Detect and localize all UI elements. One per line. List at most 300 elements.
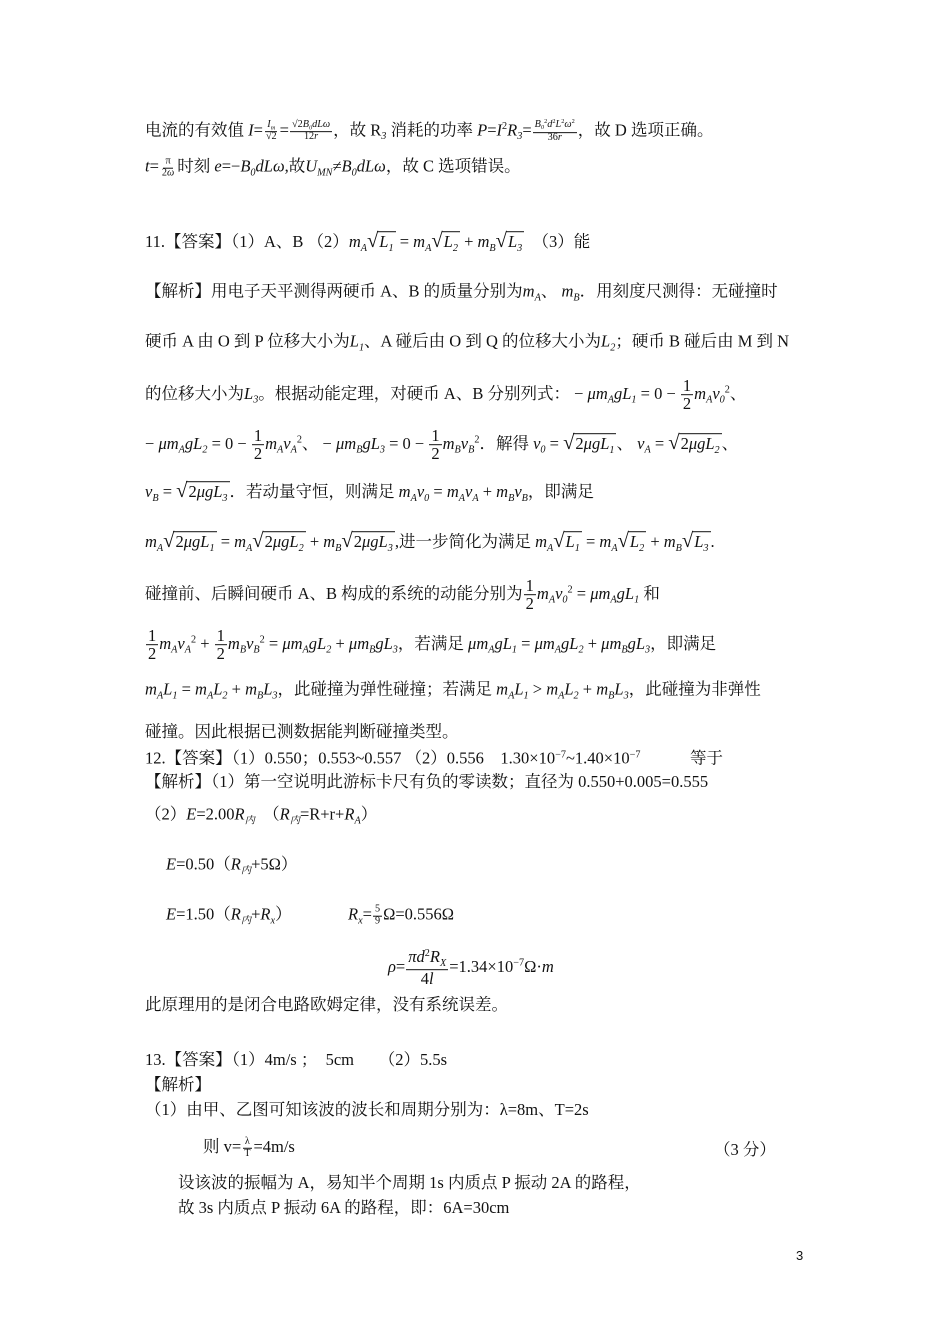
- math-variable: R: [348, 904, 359, 924]
- text-run: （3 分）: [714, 1140, 776, 1159]
- subscript: A: [611, 542, 618, 554]
- answer-13: [145, 1050, 447, 1070]
- subscript: A: [472, 492, 479, 504]
- math-variable: U: [305, 156, 318, 176]
- text-line: [145, 805, 377, 832]
- square-root: [553, 530, 582, 554]
- subscript: A: [156, 690, 164, 702]
- subscript: B: [454, 444, 461, 456]
- subscript: B: [521, 492, 528, 504]
- text-run: ）: [360, 804, 378, 824]
- subscript: 内: [240, 915, 252, 927]
- subscript: A: [644, 444, 651, 456]
- subscript: 3: [645, 644, 651, 656]
- math-variable: m: [348, 232, 361, 252]
- subscript: B: [369, 644, 376, 656]
- text-run: 、: [721, 433, 739, 453]
- fraction: [242, 1137, 252, 1159]
- text-run: =: [487, 120, 497, 140]
- superscript: 2: [296, 434, 302, 446]
- denominator: [146, 646, 158, 663]
- text-run: +: [227, 679, 246, 699]
- square-root: [163, 530, 216, 554]
- text-run: =1.34×10: [449, 956, 514, 976]
- math-variable: gL: [184, 433, 203, 453]
- subscript: A: [607, 394, 614, 406]
- math-variable: L: [514, 679, 524, 699]
- square-root: [366, 230, 396, 254]
- subscript: B: [621, 644, 628, 656]
- equation-line: [166, 905, 292, 932]
- equation-line: [166, 855, 297, 882]
- subscript: B: [335, 542, 342, 554]
- radicand: [263, 531, 306, 554]
- subscript: 内: [289, 815, 300, 827]
- text-run: =: [650, 433, 669, 453]
- text-run: ．用刻度尺测得：无碰撞时: [579, 281, 778, 301]
- subscript: x: [358, 915, 363, 927]
- text-run: 2: [682, 394, 692, 414]
- text-run: =: [279, 120, 289, 140]
- text-run: 2: [575, 433, 584, 453]
- text-run: = 0 −: [207, 433, 251, 453]
- text-run: 2: [253, 444, 263, 464]
- math-variable: m: [145, 679, 157, 699]
- text-run: 12: [303, 131, 315, 143]
- math-variable: ρ: [388, 956, 396, 976]
- text-run: π: [165, 155, 171, 167]
- math-variable: I: [248, 120, 254, 140]
- math-variable: μgL: [183, 532, 210, 552]
- text-line: [145, 1100, 589, 1120]
- fraction: [160, 157, 176, 179]
- math-variable: R: [507, 120, 518, 140]
- text-run: 设该波的振幅为 A，易知半个周期 1s 内质点 P 振动 2A 的路程，: [178, 1173, 641, 1192]
- radicand: [173, 531, 216, 554]
- text-run: 2: [216, 644, 225, 664]
- math-variable: m: [561, 281, 574, 301]
- radical-sign: √: [553, 530, 565, 553]
- text-run: 1: [253, 426, 263, 446]
- math-variable: v: [246, 633, 254, 653]
- text-run: =: [395, 956, 406, 976]
- text-run: =1.50（: [176, 904, 231, 924]
- text-run: T: [244, 1147, 251, 1159]
- text-run: 、: [540, 281, 562, 301]
- answer-11: [145, 231, 590, 259]
- subscript: A: [548, 594, 556, 606]
- subscript: 3: [272, 690, 278, 702]
- math-variable: e: [214, 156, 222, 176]
- radical-sign: √: [431, 230, 443, 253]
- numerator: [215, 627, 227, 645]
- subscript: 0: [719, 394, 725, 406]
- fraction: [264, 120, 279, 144]
- math-variable: μm: [587, 383, 608, 403]
- score-label: [714, 1140, 776, 1160]
- denominator: [546, 133, 564, 144]
- math-variable: m: [323, 532, 336, 552]
- math-variable: m: [596, 679, 609, 699]
- math-variable: R: [234, 804, 245, 824]
- text-run: 、: [729, 383, 747, 403]
- math-variable: v: [416, 482, 425, 502]
- text-run: >: [528, 679, 547, 699]
- subscript: 1: [634, 594, 640, 606]
- subscript: A: [508, 690, 515, 702]
- subscript: A: [276, 444, 284, 456]
- math-variable: πd: [408, 947, 425, 967]
- fraction: [406, 948, 448, 988]
- text-run: （: [254, 804, 280, 824]
- math-variable: R: [279, 804, 290, 824]
- text-run: 1: [525, 576, 534, 596]
- text-run: 1: [148, 626, 157, 646]
- subscript: 1: [388, 242, 394, 254]
- math-variable: L: [244, 383, 254, 403]
- subscript: B: [573, 292, 580, 304]
- subscript: B: [239, 644, 247, 656]
- text-line: [145, 627, 716, 663]
- subscript: 2: [610, 342, 616, 354]
- subscript: 0: [424, 492, 430, 504]
- text-run: =: [581, 532, 600, 552]
- math-variable: B: [341, 156, 352, 176]
- denominator: [419, 971, 436, 988]
- math-variable: v: [555, 583, 563, 603]
- subscript: 0: [540, 124, 545, 132]
- math-variable: m: [694, 383, 707, 403]
- subscript: MN: [317, 167, 333, 179]
- math-variable: μgL: [272, 532, 299, 552]
- denominator: [373, 916, 382, 927]
- radicand: [564, 531, 582, 554]
- text-run: +: [578, 679, 597, 699]
- math-variable: R: [429, 947, 440, 967]
- math-variable: dLω: [312, 118, 331, 130]
- math-variable: μm: [282, 633, 303, 653]
- subscript: B: [356, 444, 363, 456]
- fraction: [215, 627, 227, 663]
- text-run: ．解得: [479, 433, 534, 453]
- text-run: = 0 −: [636, 383, 680, 403]
- math-variable: ω: [564, 119, 572, 131]
- text-run: 、 −: [301, 433, 336, 453]
- text-run: （3）能: [524, 232, 591, 252]
- subscript: B: [508, 492, 515, 504]
- text-line: [145, 680, 761, 707]
- subscript: 2: [639, 542, 645, 554]
- subscript: B: [256, 690, 264, 702]
- text-run: λ: [244, 1135, 250, 1147]
- math-variable: v: [283, 433, 291, 453]
- math-variable: m: [442, 433, 455, 453]
- text-run: （1）由甲、乙图可知该波的波长和周期分别为：λ=8m、T=2s: [145, 1100, 589, 1119]
- text-run: +: [583, 633, 602, 653]
- text-line: [145, 722, 459, 742]
- subscript: 3: [392, 644, 398, 656]
- radical-sign: √: [563, 431, 575, 454]
- text-run: +: [459, 232, 478, 252]
- text-run: ．若动量守恒，则满足: [229, 482, 399, 502]
- subscript: 3: [703, 542, 709, 554]
- denominator: [429, 446, 441, 463]
- math-variable: gL: [494, 633, 512, 653]
- math-variable: L: [507, 232, 518, 252]
- subscript: A: [246, 542, 253, 554]
- math-variable: v: [145, 482, 153, 502]
- text-run: =: [572, 583, 591, 603]
- text-run: =: [158, 482, 177, 502]
- math-variable: gL: [308, 633, 327, 653]
- fraction: [681, 377, 693, 413]
- math-variable: v: [712, 383, 720, 403]
- text-line: [145, 772, 708, 792]
- text-run: +: [305, 532, 324, 552]
- text-run: = 0 −: [384, 433, 429, 453]
- square-root: [668, 431, 721, 456]
- numerator: [406, 948, 448, 970]
- text-run: =: [545, 433, 564, 453]
- text-run: =: [522, 120, 532, 140]
- text-run: 13.【答案】（1）4m/s ； 5cm （2）5.5s: [145, 1050, 448, 1069]
- math-variable: μgL: [361, 532, 388, 552]
- math-variable: L: [629, 532, 640, 552]
- text-run: =: [429, 482, 447, 502]
- denominator: [160, 168, 176, 179]
- text-run: ，故 R: [333, 120, 382, 140]
- math-variable: gL: [362, 433, 380, 453]
- subscript: m: [270, 123, 276, 131]
- subscript: A: [610, 594, 617, 606]
- math-variable: L: [379, 232, 389, 252]
- text-run: =2.00: [196, 804, 235, 824]
- subscript: A: [488, 644, 495, 656]
- text-run: 。根据动能定理，对硬币 A、B 分别列式： −: [258, 383, 588, 403]
- math-variable: v: [637, 433, 645, 453]
- numerator: [146, 627, 158, 645]
- radicand: [692, 531, 710, 554]
- math-variable: E: [166, 904, 177, 924]
- math-variable: v: [533, 433, 541, 453]
- math-variable: dLω: [356, 156, 386, 176]
- subscript: A: [156, 542, 164, 554]
- text-run: （2）: [145, 804, 187, 824]
- math-variable: m: [536, 583, 549, 603]
- math-variable: d: [547, 119, 553, 131]
- radical-sign: √: [681, 530, 694, 553]
- text-run: 11.【答案】（1）A、B （2）: [145, 232, 349, 252]
- subscript: A: [171, 644, 178, 656]
- subscript: A: [410, 492, 417, 504]
- fraction: [524, 577, 536, 613]
- fraction: [373, 905, 382, 927]
- math-variable: μgL: [688, 433, 715, 453]
- text-run: 2: [188, 482, 197, 502]
- fraction: [290, 120, 332, 144]
- text-run: 2: [525, 594, 534, 614]
- math-variable: m: [446, 482, 459, 502]
- text-run: ，即满足: [650, 633, 717, 653]
- math-variable: gL: [616, 583, 635, 603]
- text-run: =: [517, 633, 535, 653]
- text-run: 电流的有效值: [145, 120, 249, 140]
- subscript: 0: [562, 594, 568, 606]
- superscript: 2: [561, 118, 565, 126]
- text-line: [145, 1075, 211, 1095]
- text-run: Ω=0.556Ω: [383, 904, 455, 924]
- math-variable: m: [496, 482, 509, 502]
- subscript: X: [439, 957, 447, 969]
- radicand: [442, 231, 460, 254]
- subscript: 1: [574, 542, 580, 554]
- math-variable: B: [240, 156, 251, 176]
- math-variable: L: [555, 119, 562, 131]
- math-variable: gL: [375, 633, 393, 653]
- answer-12: [145, 745, 723, 768]
- superscript: 2: [724, 384, 730, 396]
- superscript: 2: [502, 121, 508, 133]
- radical-sign: √: [341, 530, 353, 553]
- subscript: A: [354, 815, 361, 827]
- superscript: 2: [259, 634, 265, 646]
- math-variable: I: [496, 120, 503, 140]
- subscript: B: [468, 444, 475, 456]
- math-variable: ω: [167, 167, 175, 179]
- subscript: 1: [172, 690, 178, 702]
- text-run: 和: [639, 583, 660, 603]
- fraction: [252, 427, 264, 463]
- superscript: −7: [513, 957, 525, 969]
- text-run: +: [646, 532, 664, 552]
- denominator: [302, 133, 320, 144]
- math-variable: m: [227, 633, 240, 653]
- text-line: [145, 332, 789, 359]
- subscript: 3: [517, 242, 523, 254]
- text-run: 12.【答案】（1）0.550；0.553~0.557 （2）0.556 1.30×10: [145, 748, 556, 768]
- square-root: [681, 530, 711, 554]
- math-variable: L: [213, 679, 223, 699]
- math-variable: m: [663, 532, 676, 552]
- math-variable: r: [314, 131, 319, 143]
- radical-sign: √: [495, 230, 507, 253]
- text-run: 2: [175, 532, 184, 552]
- math-variable: m: [145, 532, 157, 552]
- subscript: A: [360, 242, 367, 254]
- subscript: 0: [308, 123, 313, 131]
- superscript: −7: [555, 749, 566, 761]
- math-variable: m: [535, 532, 547, 552]
- text-line: [145, 427, 738, 463]
- text-run: ）: [275, 904, 292, 924]
- text-run: 1: [431, 426, 440, 446]
- math-variable: I: [267, 118, 271, 130]
- text-line: [145, 282, 778, 309]
- subscript: A: [206, 690, 214, 702]
- math-variable: m: [546, 679, 559, 699]
- math-variable: m: [245, 679, 257, 699]
- text-run: ≠: [332, 156, 342, 176]
- text-run: 、A 碰后由 O 到 Q 的位移大小为: [364, 331, 602, 351]
- math-variable: L: [694, 532, 704, 552]
- subscript: A: [546, 542, 554, 554]
- text-run: 2: [353, 532, 362, 552]
- math-variable: m: [496, 679, 509, 699]
- text-run: ，即满足: [527, 482, 594, 502]
- text-run: 4: [420, 969, 430, 989]
- subscript: 3: [387, 542, 393, 554]
- subscript: A: [554, 644, 562, 656]
- text-run: ，若满足: [397, 633, 469, 653]
- fraction: [533, 119, 577, 143]
- math-variable: L: [163, 679, 173, 699]
- fraction: [429, 427, 441, 463]
- square-root: [617, 530, 647, 554]
- text-line: [145, 531, 715, 559]
- text-line: [178, 1173, 641, 1193]
- text-line: [145, 157, 521, 184]
- subscript: A: [706, 394, 713, 406]
- text-run: =4m/s: [253, 1136, 295, 1156]
- text-run: √2: [265, 131, 277, 143]
- math-variable: m: [159, 633, 172, 653]
- subscript: 1: [631, 394, 637, 406]
- text-run: 碰撞前、后瞬间硬币 A、B 构成的系统的动能分别为: [145, 583, 523, 603]
- text-run: +: [196, 633, 214, 653]
- text-run: ~1.40×10: [565, 748, 630, 768]
- math-variable: v: [177, 633, 185, 653]
- math-variable: gL: [627, 633, 646, 653]
- subscript: 2: [326, 644, 332, 656]
- math-variable: v: [460, 433, 469, 453]
- subscript: 1: [609, 444, 615, 456]
- text-run: 36: [547, 131, 558, 143]
- text-run: −: [145, 433, 159, 453]
- text-run: 等于: [640, 748, 723, 768]
- text-run: ，故 D 选项正确。: [577, 120, 714, 140]
- math-variable: m: [541, 956, 554, 976]
- subscript: 2: [222, 690, 228, 702]
- text-run: 、: [616, 433, 638, 453]
- math-variable: μgL: [583, 433, 610, 453]
- superscript: 2: [571, 118, 575, 126]
- equation-line: [348, 905, 454, 932]
- text-run: =: [149, 156, 159, 176]
- text-run: ，此碰撞为弹性碰撞；若满足: [277, 679, 497, 699]
- math-variable: E: [186, 804, 197, 824]
- square-root: [431, 230, 460, 254]
- square-root: [495, 230, 525, 254]
- subscript: 1: [209, 542, 215, 554]
- superscript: 2: [474, 434, 480, 446]
- text-run: ，故 C 选项错误。: [385, 156, 521, 176]
- math-variable: μm: [590, 583, 611, 603]
- equation-line: [388, 948, 554, 988]
- text-run: +5Ω）: [251, 854, 298, 874]
- radicand: [506, 231, 524, 254]
- numerator: [524, 577, 536, 595]
- text-run: ，此碰撞为非弹性: [628, 679, 761, 699]
- text-run: =: [253, 120, 263, 140]
- subscript: 3: [517, 130, 523, 142]
- math-variable: μgL: [196, 482, 223, 502]
- subscript: A: [558, 690, 565, 702]
- subscript: 1: [358, 342, 365, 354]
- subscript: B: [253, 644, 260, 656]
- text-run: Ω·: [524, 956, 542, 976]
- subscript: 1: [523, 690, 529, 702]
- subscript: 0: [540, 444, 546, 456]
